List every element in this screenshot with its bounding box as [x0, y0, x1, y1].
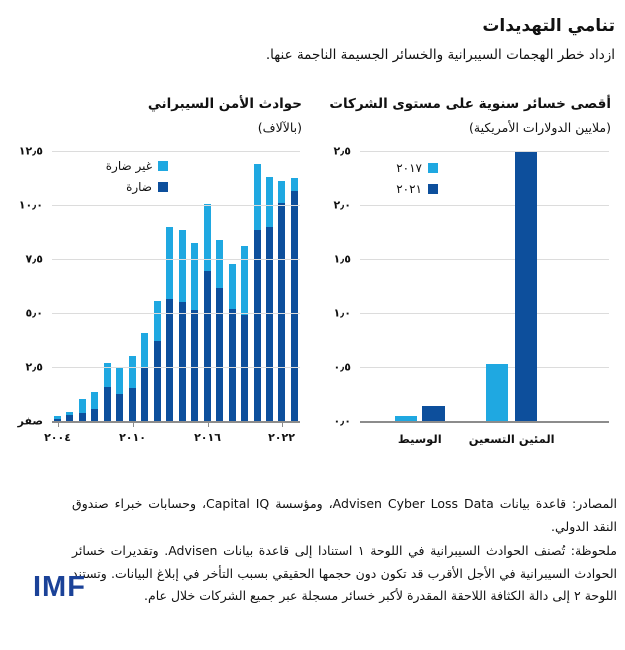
- harmful-swatch-icon: [158, 182, 168, 192]
- bar-segment: [141, 367, 148, 421]
- y-tick-label: ٠٫٥: [333, 360, 351, 374]
- stacked-bar-2009: [116, 367, 123, 421]
- harmful-label: ضارة: [126, 180, 152, 195]
- bar-segment: [204, 204, 211, 271]
- losses-chart: [318, 144, 611, 465]
- bar-segment: [241, 246, 248, 315]
- bar-segment: [91, 392, 98, 409]
- gridline: [52, 367, 300, 368]
- bar-segment: [278, 203, 285, 421]
- stacked-bar-2023: [291, 178, 298, 421]
- bar-segment: [79, 399, 86, 413]
- stacked-bar-2005: [66, 412, 73, 422]
- stacked-bar-2013: [166, 227, 173, 421]
- incidents-legend: [56, 159, 168, 194]
- incidents-y-axis: [10, 144, 48, 428]
- figure-footer: [0, 493, 625, 608]
- bar-segment: [79, 413, 86, 422]
- y-tick-label: ٢٫٥: [333, 144, 351, 158]
- y-tick-label: ٥٫٠: [25, 306, 43, 320]
- bar-segment: [179, 230, 186, 302]
- bar-٢٠١٧-p90: [486, 364, 508, 421]
- bar-segment: [116, 367, 123, 394]
- stacked-bar-2018: [229, 264, 236, 422]
- year-2017-swatch-icon: [428, 163, 438, 173]
- stacked-bar-2012: [154, 301, 161, 421]
- y-tick-label: ١٫٠: [333, 306, 351, 320]
- losses-title: أقصى خسائر سنوية على مستوى الشركات: [329, 96, 611, 112]
- legend-item-not-harmful: [106, 159, 168, 173]
- not-harmful-label: غير ضارة: [105, 159, 152, 174]
- incidents-units: (بالآلاف): [257, 120, 302, 136]
- charts-row: [0, 95, 625, 465]
- gridline: [360, 421, 609, 423]
- stacked-bar-2015: [191, 243, 198, 421]
- gridline: [52, 259, 300, 260]
- stacked-bar-2017: [216, 240, 223, 421]
- gridline: [360, 259, 609, 260]
- gridline: [52, 313, 300, 314]
- imf-logo: IMF: [33, 570, 86, 603]
- bar-segment: [216, 288, 223, 421]
- bar-segment: [154, 341, 161, 421]
- bar-segment: [291, 191, 298, 421]
- figure-title: تنامي التهديدات: [482, 16, 615, 36]
- y-tick-label: ١٫٥: [333, 252, 351, 266]
- bar-segment: [216, 240, 223, 289]
- stacked-bar-2008: [104, 363, 111, 421]
- losses-units: (ملايين الدولارات الأمريكية): [469, 120, 611, 136]
- gridline: [360, 151, 609, 152]
- note-text: ملحوظة: تُصنف الحوادث السيبرانية في اللوحة ١ استنادا إلى قاعدة بيانات Advisen. وتقديرات خسائر الحوادث السيبرانية في الأجل الأقرب قد تكون دون حجمها الحقيقي بسبب التأخر في إبلاغ البيانات. وتستند اللوحة ٢ إلى دالة الكثافة اللاحقة المقدرة لأكبر خسائر مسجلة عبر جميع الشركات خلال عام.: [72, 543, 617, 604]
- x-axis-tick: [58, 422, 59, 427]
- year-2021-swatch-icon: [428, 184, 438, 194]
- y-tick-label: ٧٫٥: [25, 252, 43, 266]
- bar-segment: [116, 394, 123, 421]
- gridline: [360, 205, 609, 206]
- stacked-bar-2022: [278, 181, 285, 421]
- y-tick-label: ٠٫٠: [333, 414, 351, 428]
- stacked-bar-2020: [254, 164, 261, 421]
- not-harmful-swatch-icon: [158, 161, 168, 171]
- x-tick-label: ٢٠٠٤: [44, 431, 71, 445]
- bar-segment: [241, 315, 248, 421]
- gridline: [360, 313, 609, 314]
- bar-segment: [229, 264, 236, 309]
- figure-subtitle: ازداد خطر الهجمات السيبرانية والخسائر الجسيمة الناجمة عنها.: [265, 47, 615, 63]
- bar-segment: [141, 333, 148, 368]
- bar-segment: [129, 356, 136, 387]
- x-tick-label: ٢٠٢٢: [268, 431, 295, 445]
- x-axis-tick: [282, 422, 283, 427]
- stacked-bar-2011: [141, 333, 148, 422]
- bar-segment: [166, 227, 173, 299]
- bar-٢٠٢١-p90: [515, 152, 537, 421]
- legend-item-2017: [396, 161, 438, 175]
- sources-text: المصادر: قاعدة بيانات Advisen Cyber Loss Data، ومؤسسة Capital IQ، وحسابات خبراء صندوق النقد الدولي.: [72, 496, 618, 534]
- stacked-bar-2006: [79, 399, 86, 422]
- x-tick-label: ٢٠١٦: [194, 431, 221, 445]
- stacked-bar-2019: [241, 246, 248, 421]
- y-tick-label: ١٠٫٠: [18, 198, 43, 212]
- bar-segment: [129, 388, 136, 421]
- stacked-bar-2007: [91, 392, 98, 421]
- incidents-chart: [10, 144, 302, 465]
- bar-segment: [204, 271, 211, 421]
- losses-y-axis: [318, 144, 356, 428]
- stacked-bar-2010: [129, 356, 136, 421]
- y-tick-label: ٢٫٥: [25, 360, 43, 374]
- bar-segment: [179, 302, 186, 421]
- bar-segment: [91, 409, 98, 421]
- incidents-title: حوادث الأمن السيبراني: [147, 96, 302, 112]
- bar-segment: [266, 177, 273, 227]
- x-axis-tick: [133, 422, 134, 427]
- y-tick-label: ١٢٫٥: [18, 144, 43, 158]
- x-tick-label: ٢٠١٠: [119, 431, 146, 445]
- figure-header: [0, 0, 625, 63]
- bar-٢٠٢١-median: [422, 406, 444, 421]
- x-axis-tick: [208, 422, 209, 427]
- gridline: [52, 421, 300, 423]
- bar-segment: [291, 178, 298, 191]
- legend-item-harmful: [126, 180, 168, 194]
- year-2021-label: ٢٠٢١: [396, 182, 422, 197]
- bar-segment: [254, 164, 261, 230]
- gridline: [360, 367, 609, 368]
- bar-segment: [278, 181, 285, 203]
- bar-٢٠١٧-median: [395, 416, 417, 421]
- bar-segment: [191, 243, 198, 310]
- gridline: [52, 205, 300, 206]
- bar-segment: [229, 309, 236, 421]
- panel-losses: [318, 95, 611, 465]
- year-2017-label: ٢٠١٧: [396, 161, 422, 176]
- bar-segment: [191, 310, 198, 421]
- stacked-bar-2021: [266, 177, 273, 421]
- bar-segment: [154, 301, 161, 341]
- gridline: [52, 151, 300, 152]
- legend-item-2021: [396, 182, 438, 196]
- bar-segment: [266, 227, 273, 421]
- y-tick-label: ٢٫٠: [333, 198, 351, 212]
- category-label: الوسيط: [397, 432, 442, 447]
- bar-segment: [104, 387, 111, 422]
- losses-legend: [366, 161, 438, 196]
- panel-incidents: [10, 95, 302, 465]
- category-label: المئين التسعين: [468, 432, 555, 447]
- y-tick-label: صفر: [17, 414, 43, 428]
- bar-segment: [166, 299, 173, 421]
